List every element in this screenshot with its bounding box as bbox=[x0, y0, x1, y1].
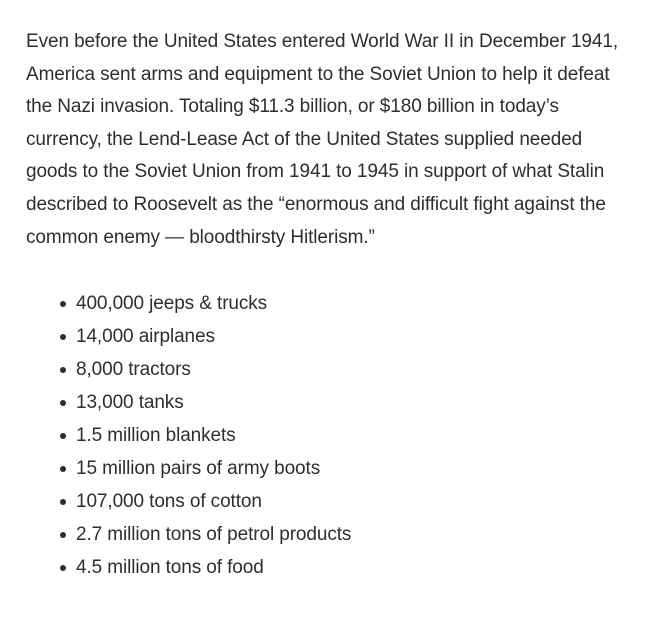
list-item-text: 8,000 tractors bbox=[76, 359, 191, 381]
bullet-icon bbox=[60, 367, 66, 373]
list-item-text: 4.5 million tons of food bbox=[76, 557, 264, 579]
bullet-icon bbox=[60, 433, 66, 439]
bullet-icon bbox=[60, 565, 66, 571]
list-item-text: 1.5 million blankets bbox=[76, 425, 236, 447]
bullet-icon bbox=[60, 499, 66, 505]
list-item bbox=[26, 551, 626, 584]
article-body bbox=[26, 26, 626, 584]
list-item-text: 15 million pairs of army boots bbox=[76, 458, 321, 480]
list-item bbox=[26, 485, 626, 518]
list-item bbox=[26, 287, 626, 320]
bullet-icon bbox=[60, 334, 66, 340]
list-item-text: 107,000 tons of cotton bbox=[76, 491, 262, 513]
list-item-text: 14,000 airplanes bbox=[76, 326, 215, 348]
list-item bbox=[26, 518, 626, 551]
list-item bbox=[26, 386, 626, 419]
list-item bbox=[26, 419, 626, 452]
bullet-icon bbox=[60, 532, 66, 538]
list-item-text: 400,000 jeeps & trucks bbox=[76, 293, 268, 315]
list-item bbox=[26, 452, 626, 485]
bullet-icon bbox=[60, 400, 66, 406]
bullet-icon bbox=[60, 301, 66, 307]
list-item-text: 2.7 million tons of petrol products bbox=[76, 524, 352, 546]
list-item-text: 13,000 tanks bbox=[76, 392, 184, 414]
list-item bbox=[26, 353, 626, 386]
list-item bbox=[26, 320, 626, 353]
intro-paragraph: Even before the United States entered World War II in December 1941, America sent arms and equipment to the Soviet Union to help it defeat the Nazi invasion. Totaling $11.3 billion, or $180 billion in today’s currency, the Lend-Lease Act of the United States supplied needed goods to the Soviet Union from 1941 to 1945 in support of what Stalin described to Roosevelt as the “enormous and difficult fight against the common enemy — bloodthirsty Hitlerism.” bbox=[26, 31, 619, 248]
supply-list bbox=[26, 287, 626, 584]
bullet-icon bbox=[60, 466, 66, 472]
